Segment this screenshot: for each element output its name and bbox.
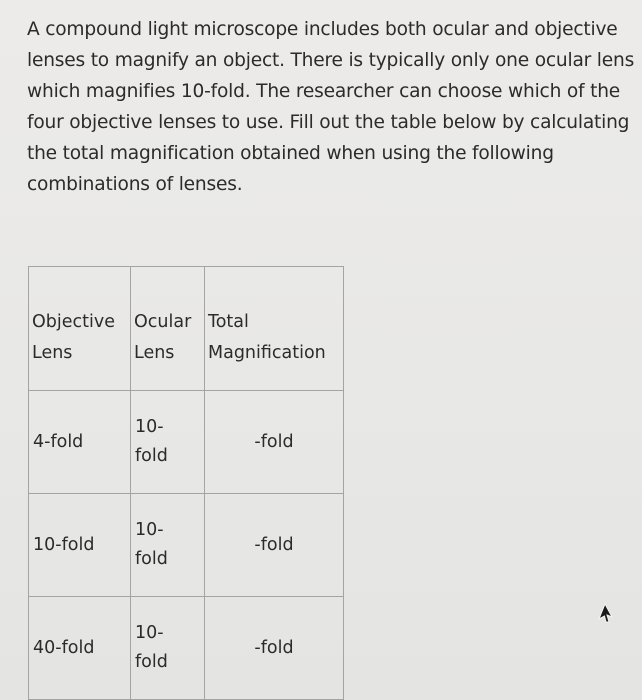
question-text — [27, 14, 635, 200]
ocular-cell — [131, 391, 205, 494]
mouse-pointer-icon — [596, 603, 614, 623]
objective-cell: 40-fold — [29, 597, 131, 700]
header-total-line2: Magnification — [208, 342, 326, 363]
table-header-row — [29, 267, 344, 391]
total-magnification-cell[interactable]: -fold — [205, 597, 344, 700]
total-magnification-cell[interactable]: -fold — [205, 494, 344, 597]
question-line: A compound light microscope includes both ocular and objective — [27, 19, 618, 40]
total-magnification-cell[interactable]: -fold — [205, 391, 344, 494]
question-line: four objective lenses to use. Fill out the table below by calculating — [27, 112, 630, 133]
objective-cell: 10-fold — [29, 494, 131, 597]
header-ocular-lens — [131, 267, 205, 391]
ocular-line2: fold — [135, 549, 168, 569]
ocular-cell — [131, 494, 205, 597]
header-total-line1: Total — [208, 311, 249, 332]
ocular-line1: 10- — [135, 520, 164, 540]
table-row — [29, 391, 344, 494]
header-objective-lens — [29, 267, 131, 391]
table-row — [29, 597, 344, 700]
header-ocular-line2: Lens — [134, 342, 175, 363]
table-row — [29, 494, 344, 597]
question-line: combinations of lenses. — [27, 174, 243, 195]
header-objective-line2: Lens — [32, 342, 73, 363]
ocular-cell — [131, 597, 205, 700]
ocular-line1: 10- — [135, 417, 164, 437]
ocular-line2: fold — [135, 652, 168, 672]
header-ocular-line1: Ocular — [134, 311, 192, 332]
header-objective-line1: Objective — [32, 311, 115, 332]
question-line: lenses to magnify an object. There is typically only one ocular lens — [27, 50, 635, 71]
objective-cell: 4-fold — [29, 391, 131, 494]
header-total-magnification — [205, 267, 344, 391]
ocular-line1: 10- — [135, 623, 164, 643]
magnification-table — [28, 266, 344, 700]
question-line: which magnifies 10-fold. The researcher can choose which of the — [27, 81, 621, 102]
question-line: the total magnification obtained when using the following — [27, 143, 554, 164]
ocular-line2: fold — [135, 446, 168, 466]
